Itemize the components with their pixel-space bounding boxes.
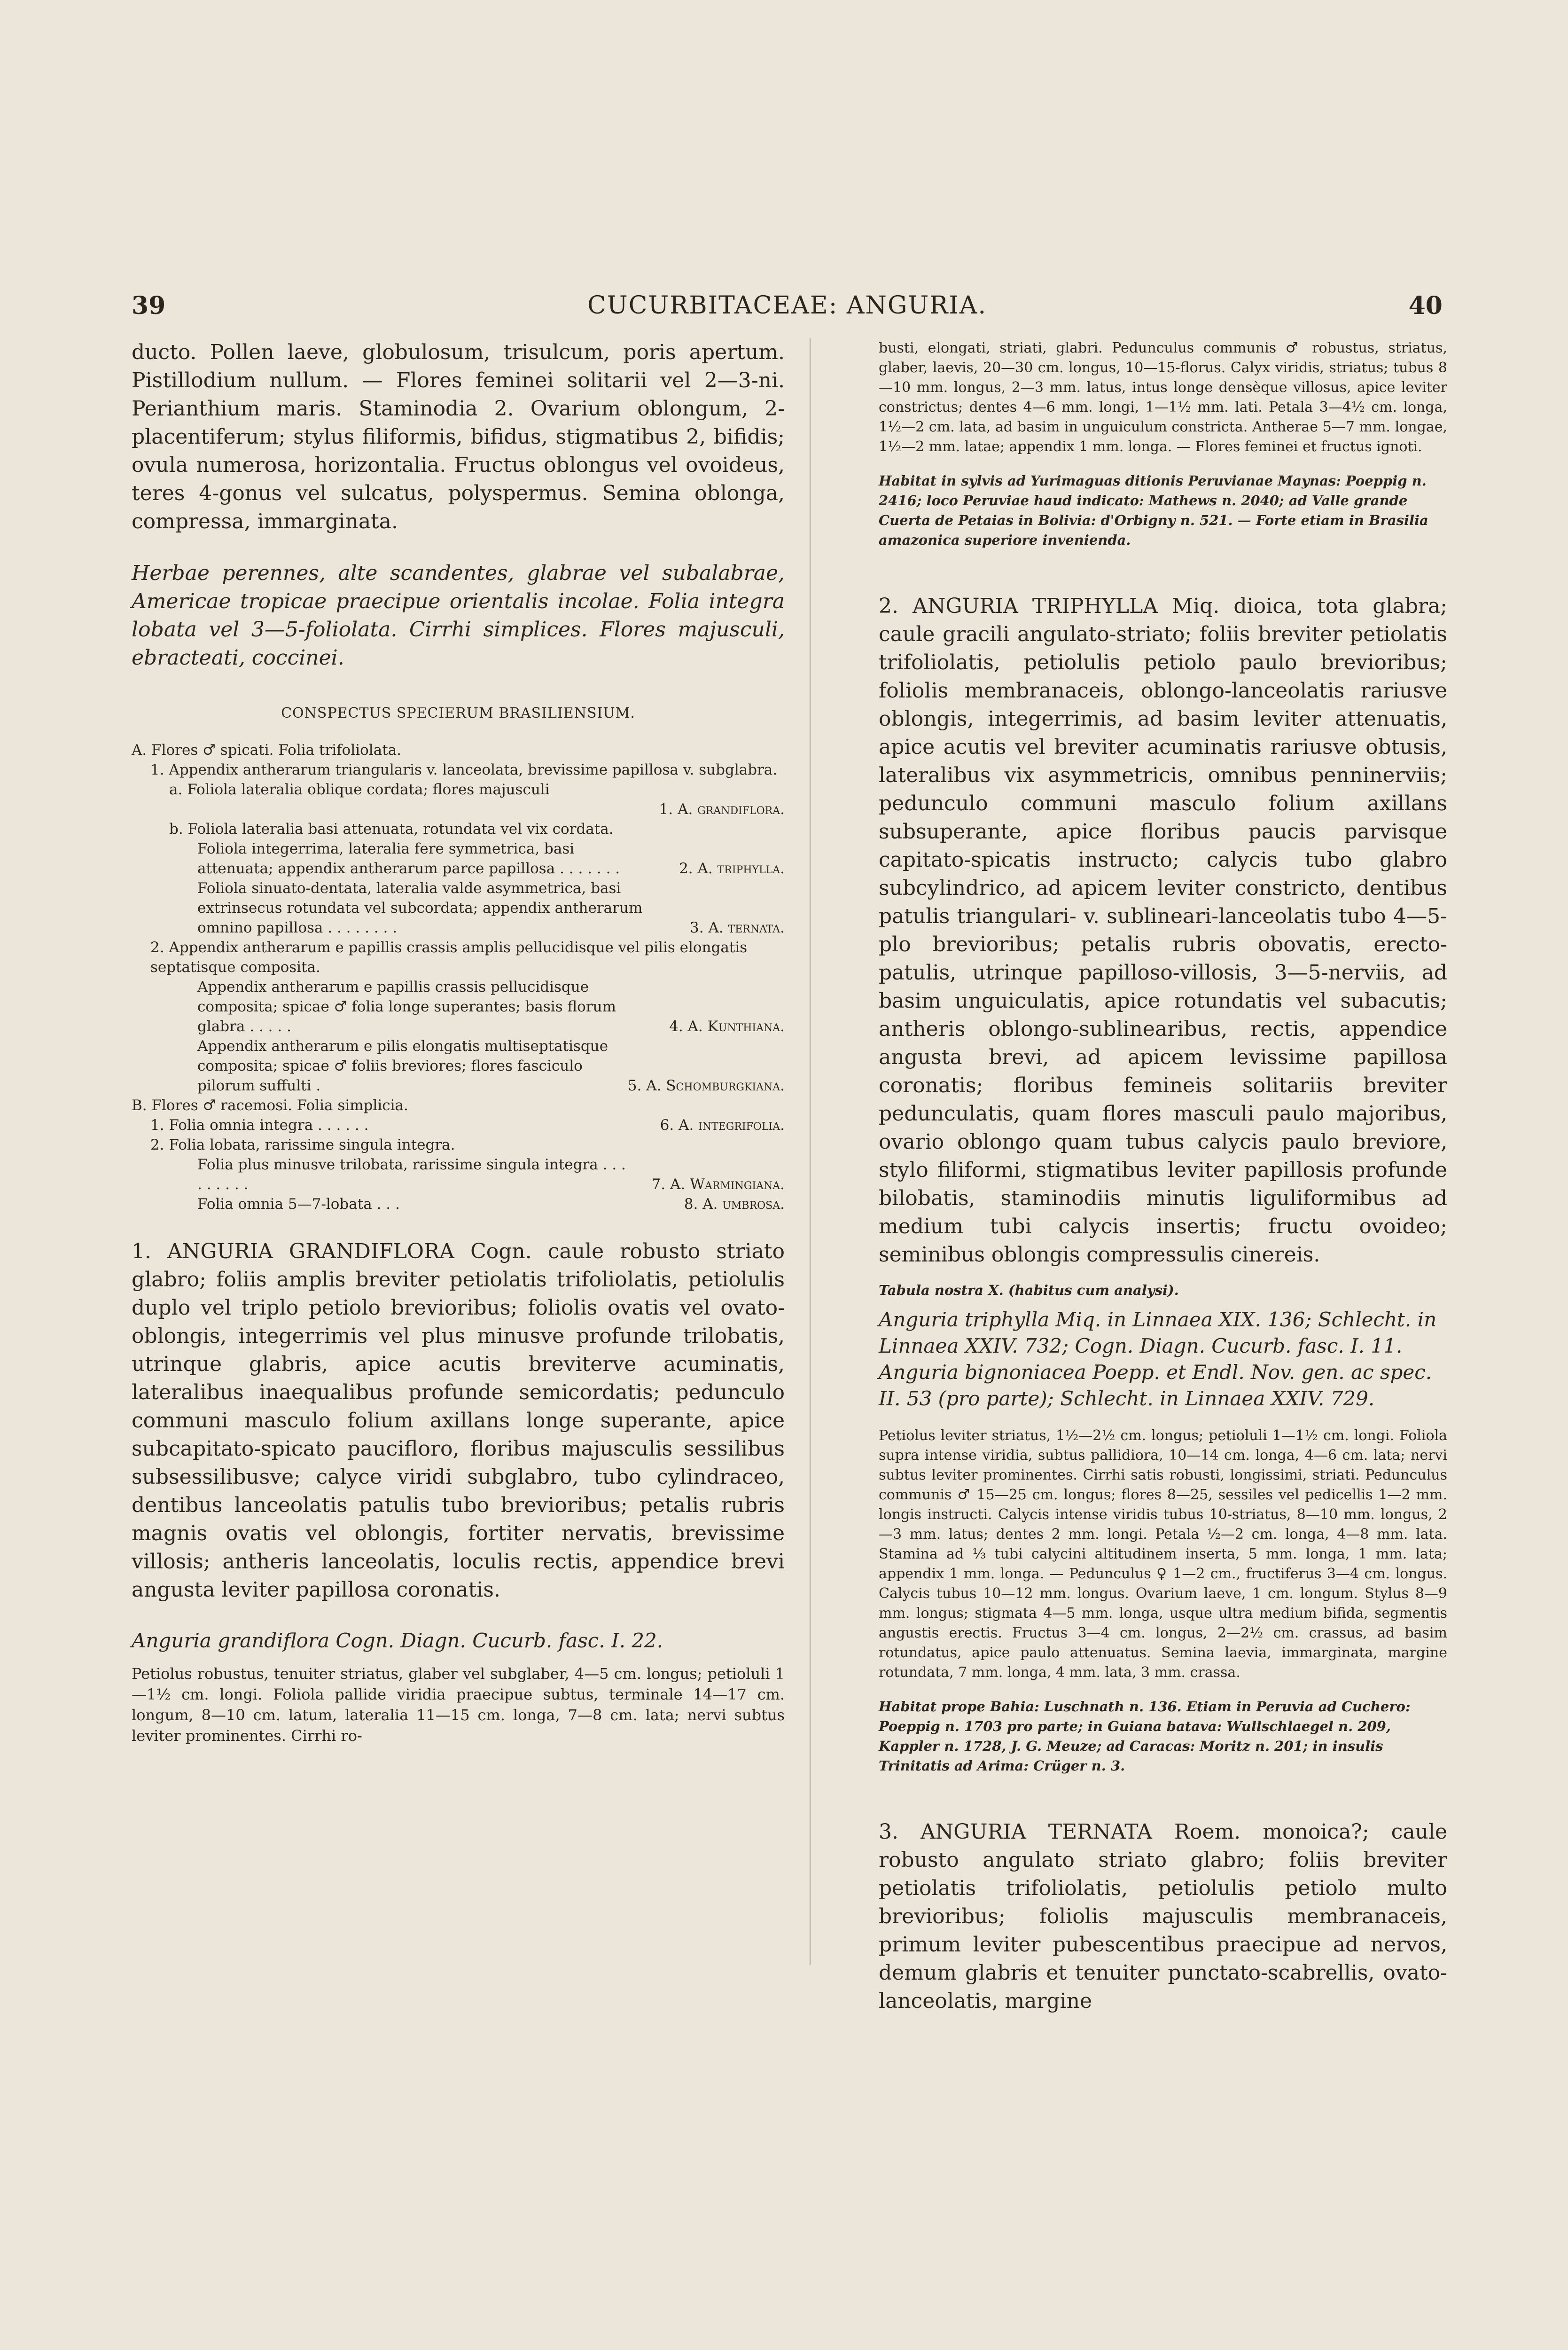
conspectus-title: CONSPECTUS SPECIERUM BRASILIENSIUM.	[281, 705, 635, 721]
species-2-citation: Anguria triphylla Miq. in Linnaea XIX. 136; Schlecht. in Linnaea XXIV. 732; Cogn. Diagn. Cucurb. fasc. I. 11.	[879, 1308, 1437, 1357]
key-line	[132, 799, 785, 819]
key-species-name: 3. A. ternata.	[690, 919, 785, 936]
key-line: Folia omnia 5—7-lobata . . . 8. A. umbrosa.	[132, 1194, 785, 1214]
species-key	[132, 740, 785, 1214]
species-1-description: 1. ANGURIA GRANDIFLORA Cogn. caule robusto striato glabro; foliis amplis breviter petiolatis trifoliolatis, petiolulis duplo vel triplo petiolo brevioribus; foliolis ovatis vel ovato-oblongis, integerrimis vel plus minusve profunde trilobatis, utrinque glabris, apice acutis breviterve acuminatis, lateralibus inaequalibus profunde semicordatis; pedunculo communi masculo folium axillans longe superante, apice subcapitato-spicato paucifloro, floribus majusculis sessilibus subsessilibusve; calyce viridi subglabro, tubo cylindraceo, dentibus lanceolatis patulis tubo brevioribus; petalis rubris magnis ovatis vel oblongis, fortiter nervatis, brevissime villosis; antheris lanceolatis, loculis rectis, appendice brevi angusta leviter papillosa coronatis.	[132, 1239, 785, 1602]
key-line: Foliola integerrima, lateralia fere symmetrica, basi attenuata; appendix antherarum parce papillosa . . . . . . . 2. A. triphylla.	[132, 839, 785, 878]
species-2-details: Petiolus leviter striatus, 1½—2½ cm. longus; petioluli 1—1½ cm. longi. Foliola supra intense viridia, subtus pallidiora, 10—14 cm. longa, 4—6 cm. lata; nervi subtus leviter prominentes. Cirrhi satis robusti, longissimi, striati. Pedunculus communis ♂ 15—25 cm. longus; flores 8—25, sessiles vel pedicellis 1—2 mm. longis instructi. Calycis intense viridis tubus 10-striatus, 8—10 mm. longus, 2—3 mm. latus; dentes 2 mm. longi. Petala ½—2 cm. longa, 4—8 mm. lata. Stamina ad ⅓ tubi calycini altitudinem inserta, 5 mm. longa, 1 mm. lata; appendix 1 mm. longa. — Pedunculus ♀ 1—2 cm., fructiferus 3—4 cm. longus. Calycis tubus 10—12 mm. longus. Ovarium laeve, 1 cm. longum. Stylus 8—9 mm. longus; stigmata 4—5 mm. longa, usque ultra medium bifida, segmentis angustis erectis. Fructus 3—4 cm. longus, 2—2½ cm. crassus, ad basim rotundatus, apice paulo attenuatus. Semina laevia, immarginata, margine rotundata, 7 mm. longa, 4 mm. lata, 3 mm. crassa.	[879, 1427, 1447, 1681]
key-species-name: 4. A. Kunthiana.	[669, 1018, 785, 1035]
right-column	[879, 338, 1447, 2015]
key-species-name: 2. A. triphylla.	[679, 860, 785, 877]
species-1-habitat: Habitat in sylvis ad Yurimaguas ditionis Peruvianae Maynas: Poeppig n. 2416; loco Peruviae haud indicato: Mathews n. 2040; ad Valle grande Cuerta de Petaias in Bolivia: d'Orbigny n. 521. — Forte etiam in Brasilia amazonica superiore invenienda.	[879, 473, 1428, 548]
species-1-heading: 1. ANGURIA GRANDIFLORA Cogn.	[132, 1239, 532, 1263]
right-page-number: 40	[1408, 291, 1443, 320]
species-2-heading: 2. ANGURIA TRIPHYLLA Miq.	[879, 594, 1220, 618]
key-line: b. Foliola lateralia basi attenuata, rotundata vel vix cordata.	[169, 821, 614, 838]
species-2-citation: Anguria bignoniacea Poepp. et Endl. Nov. gen. ac spec. II. 53 (pro parte); Schlecht. in Linnaea XXIV. 729.	[879, 1361, 1432, 1410]
key-line: 1. Folia omnia integra . . . . . . 6. A. integrifolia.	[132, 1115, 785, 1135]
key-line: a. Foliola lateralia oblique cordata; flores majusculi	[169, 781, 550, 798]
genus-description: ducto. Pollen laeve, globulosum, trisulcum, poris apertum. Pistillodium nullum. — Flores feminei solitarii vel 2—3-ni. Perianthium maris. Staminodia 2. Ovarium oblongum, 2-placentiferum; stylus filiformis, bifidus, stigmatibus 2, bifidis; ovula numerosa, horizontalia. Fructus oblongus vel ovoideus, teres 4-gonus vel sulcatus, polyspermus. Semina oblonga, compressa, immarginata.	[132, 340, 785, 533]
species-2-habitat: Habitat prope Bahia: Luschnath n. 136. Etiam in Peruvia ad Cuchero: Poeppig n. 1703 pro parte; in Guiana batava: Wullschlaegel n. 209, Kappler n. 1728, J. G. Meuze; ad Caracas: Moritz n. 201; in insulis Trinitatis ad Arima: Crüger n. 3.	[879, 1699, 1411, 1774]
key-species-name: 8. A. umbrosa.	[684, 1196, 785, 1213]
running-header	[132, 291, 1443, 329]
species-3-description: 3. ANGURIA TERNATA Roem. monoica?; caule robusto angulato striato glabro; foliis breviter petiolatis trifoliolatis, petiolulis petiolo multo brevioribus; foliolis majusculis membranaceis, primum leviter pubescentibus praecipue ad nervos, demum glabris et tenuiter punctato-scabrellis, ovato-lanceolatis, margine	[879, 1820, 1447, 2013]
key-line: Foliola sinuato-dentata, lateralia valde asymmetrica, basi extrinsecus rotundata vel subcordata; appendix antherarum omnino papillosa . . . . . . . . 3. A. ternata.	[132, 878, 785, 938]
key-species-name: 5. A. Schomburgkiana.	[627, 1077, 785, 1094]
species-1-details-cont: busti, elongati, striati, glabri. Pedunculus communis ♂ robustus, striatus, glaber, laevis, 20—30 cm. longus, 10—15-florus. Calyx viridis, striatus; tubus 8—10 mm. longus, 2—3 mm. latus, intus longe densèque villosus, apice leviter constrictus; dentes 4—6 mm. longi, 1—1½ mm. lati. Petala 3—4½ cm. longa, 1½—2 cm. lata, ad basim in unguiculum constricta. Antherae 5—7 mm. longae, 1½—2 mm. latae; appendix 1 mm. longa. — Flores feminei et fructus ignoti.	[879, 340, 1447, 455]
key-line: A. Flores ♂ spicati. Folia trifoliolata.	[132, 742, 401, 759]
species-2-description: 2. ANGURIA TRIPHYLLA Miq. dioica, tota glabra; caule gracili angulato-striato; foliis breviter petiolatis trifoliolatis, petiolulis petiolo paulo brevioribus; foliolis membranaceis, oblongo-lanceolatis rariusve oblongis, integerrimis, ad basim leviter attenuatis, apice acutis vel breviter acuminatis rariusve obtusis, lateralibus vix asymmetricis, omnibus penninerviis; pedunculo communi masculo folium axillans subsuperante, apice floribus paucis parvisque capitato-spicatis instructo; calycis tubo glabro subcylindrico, ad apicem leviter constricto, dentibus patulis triangulari- v. sublineari-lanceolatis tubo 4—5-plo brevioribus; petalis rubris obovatis, erecto-patulis, utrinque papilloso-villosis, 3—5-nerviis, ad basim unguiculatis, apice rotundatis vel subacutis; antheris oblongo-sublinearibus, rectis, appendice angusta brevi, ad apicem levissime papillosa coronatis; floribus femineis solitariis breviter pedunculatis, quam flores masculi paulo majoribus, ovario oblongo quam tubus calycis paulo breviore, stylo filiformi, stigmatibus leviter papillosis profunde bilobatis, staminodiis minutis liguliformibus ad medium tubi calycis insertis; fructu ovoideo; seminibus oblongis compressulis cinereis.	[879, 594, 1447, 1267]
left-column	[132, 338, 785, 1746]
species-1-details: Petiolus robustus, tenuiter striatus, glaber vel subglaber, 4—5 cm. longus; petioluli 1—1½ cm. longi. Foliola pallide viridia praecipue subtus, terminale 14—17 cm. longum, 8—10 cm. latum, lateralia 11—15 cm. longa, 7—8 cm. lata; nervi subtus leviter prominentes. Cirrhi ro-	[132, 1665, 785, 1745]
species-3-heading: 3. ANGURIA TERNATA Roem.	[879, 1820, 1241, 1844]
key-line: Folia plus minusve trilobata, rarissime singula integra . . . . . . . . . 7. A. Warmingiana.	[132, 1155, 785, 1194]
key-line: Appendix antherarum e pilis elongatis multiseptatisque composita; spicae ♂ foliis breviores; flores fasciculo pilorum suffulti . 5. A. Schomburgkiana.	[132, 1036, 785, 1096]
left-page-number: 39	[132, 291, 166, 320]
key-species-name: 6. A. integrifolia.	[660, 1117, 785, 1134]
key-line: Appendix antherarum e papillis crassis pellucidisque composita; spicae ♂ folia longe superantes; basis florum glabra . . . . . 4. A. Kunthiana.	[132, 977, 785, 1036]
species-1-citation: Anguria grandiflora Cogn. Diagn. Cucurb. fasc. I. 22.	[132, 1629, 663, 1652]
column-divider	[810, 338, 811, 1965]
genus-habit: Herbae perennes, alte scandentes, glabrae vel subalabrae, Americae tropicae praecipue orientalis incolae. Folia integra lobata vel 3—5-foliolata. Cirrhi simplices. Flores majusculi, ebracteati, coccinei.	[132, 561, 785, 670]
key-species-name: 7. A. Warmingiana.	[651, 1176, 785, 1193]
key-line: B. Flores ♂ racemosi. Folia simplicia.	[132, 1097, 408, 1114]
running-title: CUCURBITACEAE: ANGURIA.	[587, 291, 987, 320]
key-line: 1. Appendix antherarum triangularis v. lanceolata, brevissime papillosa v. subglabra.	[150, 761, 778, 778]
plate-reference: Tabula nostra X. (habitus cum analysi).	[879, 1282, 1179, 1298]
key-species-name: 1. A. grandiflora.	[659, 801, 785, 818]
key-line: 2. Folia lobata, rarissime singula integra.	[150, 1136, 455, 1153]
key-line: 2. Appendix antherarum e papillis crassis amplis pellucidisque vel pilis elongatis septatisque composita.	[150, 939, 748, 976]
